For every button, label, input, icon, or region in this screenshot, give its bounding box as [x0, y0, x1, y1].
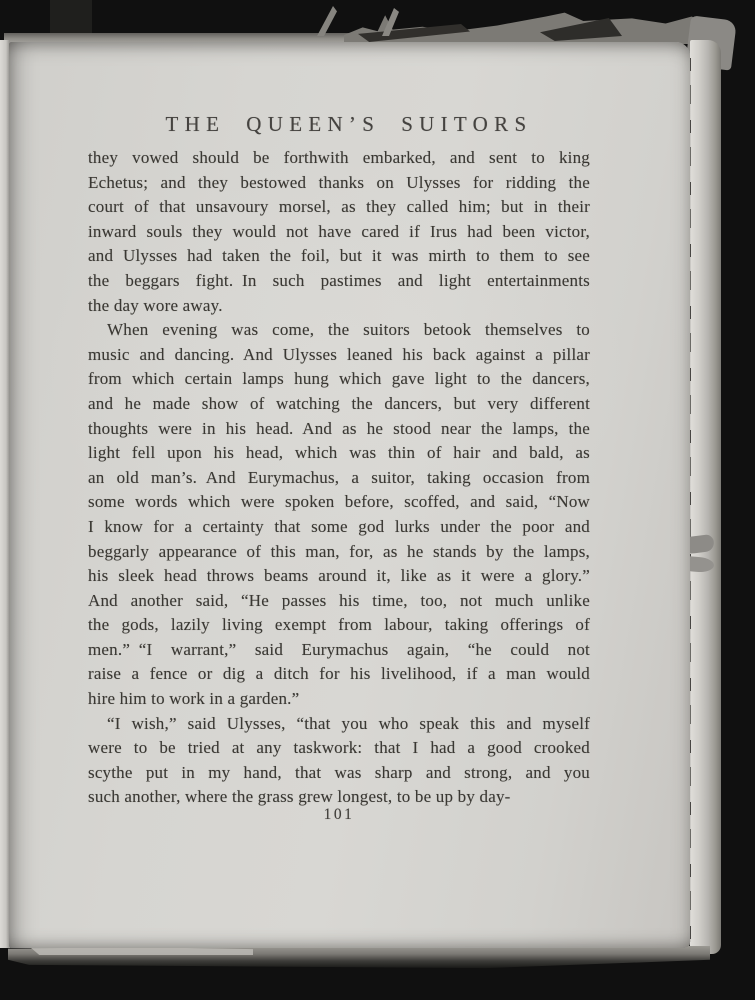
binding-glimpse: [50, 0, 92, 36]
book-page: [9, 42, 690, 948]
text-line: beggarly appearance of this man, for, as he stands by the lamps,: [88, 541, 590, 561]
text-line: and he made show of watching the dancers, but very different: [88, 393, 590, 413]
text-line: raise a fence or dig a ditch for his livelihood, if a man would: [88, 664, 590, 684]
text-line: When evening was come, the suitors betook themselves to: [107, 320, 590, 340]
text-line: from which certain lamps hung which gave light to the dancers,: [88, 369, 590, 389]
chapter-title: THE QUEEN’S SUITORS: [165, 112, 533, 136]
book-fore-edge: [690, 40, 721, 954]
text-line: they vowed should be forthwith embarked, and sent to king: [88, 148, 590, 167]
text-line: “I wish,” said Ulysses, “that you who speak this and myself: [107, 713, 590, 733]
text-line: music and dancing. And Ulysses leaned his back against a pillar: [88, 344, 590, 364]
text-line: I know for a certainty that some god lurks under the poor and: [88, 516, 590, 536]
text-line: the day wore away.: [88, 295, 223, 315]
text-line: scythe put in my hand, that was sharp and strong, and you: [88, 762, 590, 782]
text-line: an old man’s. And Eurymachus, a suitor, taking occasion from: [88, 467, 590, 487]
text-line: were to be tried at any taskwork: that I had a good crooked: [88, 738, 590, 758]
text-line: the beggars fight. In such pastimes and light entertainments: [88, 270, 590, 290]
text-line: such another, where the grass grew longest, to be up by day-: [88, 787, 511, 807]
text-line: court of that unsavoury morsel, as they called him; but in their: [88, 197, 590, 217]
torn-paper-fragment: [317, 6, 337, 36]
text-line: and Ulysses had taken the foil, but it was mirth to them to see: [88, 246, 590, 266]
text-line: hire him to work in a garden.”: [88, 689, 300, 709]
text-line: his sleek head throws beams around it, like as it were a glory.”: [88, 566, 590, 586]
text-line: And another said, “He passes his time, too, not much unlike: [88, 590, 590, 610]
text-line: Echetus; and they bestowed thanks on Ulysses for ridding the: [88, 172, 590, 192]
page-number: 101: [323, 806, 355, 823]
text-line: thoughts were in his head. And as he stood near the lamps, the: [88, 418, 590, 438]
text-block: [88, 146, 590, 810]
torn-paper-band: [344, 12, 718, 44]
text-line: some words which were spoken before, scoffed, and said, “Now: [88, 492, 590, 512]
text-line: the gods, lazily living exempt from labour, taking offerings of: [88, 615, 590, 635]
text-line: men.” “I warrant,” said Eurymachus again, “he could not: [88, 639, 590, 659]
text-line: inward souls they would not have cared if Irus had been victor,: [88, 221, 590, 241]
text-line: light fell upon his head, which was thin of hair and bald, as: [88, 443, 590, 463]
